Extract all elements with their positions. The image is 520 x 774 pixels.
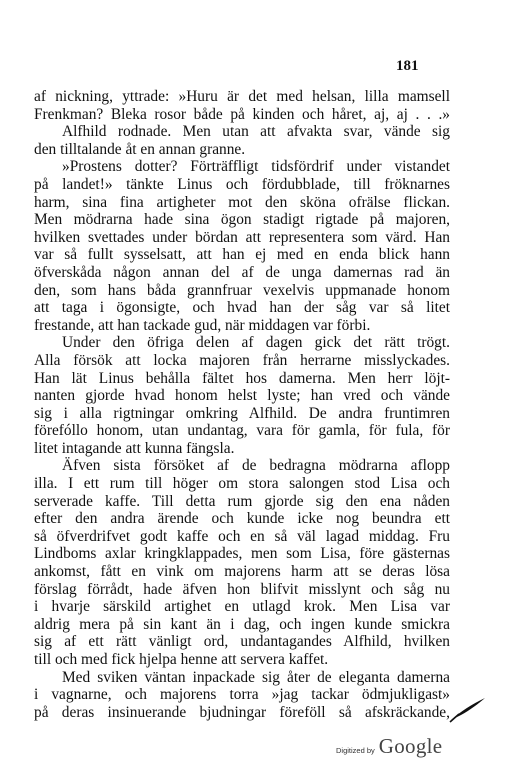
page-number: 181 xyxy=(396,58,419,74)
text-line: efter den andra ärende och kunde icke nog beundra ett xyxy=(34,510,450,528)
text-line: på landet!» tänkte Linus och fördubblade, till fröknarnes xyxy=(34,175,450,193)
text-line: aldrig mera på sin kant än i dag, och ingen kunde smickra xyxy=(34,615,450,633)
text-line: förslag förrådt, hade äfven hon blifvit misslynt och såg nu xyxy=(34,580,450,598)
text-line: den tilltalande åt en annan granne. xyxy=(34,140,246,158)
text-line: hvilken svettades under bördan att representera som värd. Han xyxy=(34,228,450,246)
text-line: sig af ett rätt vänligt ord, undantagandes Alfhild, hvilken xyxy=(34,633,450,651)
text-line: i vagnarne, och majorens torra »jag tackar ödmjukligast» xyxy=(34,686,450,704)
text-line: Han lät Linus behålla fältet hos damerna. Men herr löjt- xyxy=(34,369,450,387)
text-line: serverade kaffe. Till detta rum gjorde sig den ena nåden xyxy=(34,492,450,510)
text-line: ankomst, fått en vink om majorens harm att se deras lösa xyxy=(34,563,450,581)
text-line: Men mödrarna hade sina ögon stadigt rigtade på majoren, xyxy=(34,211,450,229)
body-text xyxy=(34,88,450,721)
text-line: så öfverdrifvet godt kaffe och en så väl lagad middag. Fru xyxy=(34,527,450,545)
text-line: Alfhild rodnade. Men utan att afvakta svar, vände sig xyxy=(62,123,450,141)
text-line: Frenkman? Bleka rosor både på kinden och håret, aj, aj . . .» xyxy=(34,105,450,123)
text-line: nanten gjorde hvad honom helst lyste; han vred och vände xyxy=(34,387,450,405)
text-line: illa. I ett rum till höger om stora salongen stod Lisa och xyxy=(34,475,450,493)
digitized-by-google-watermark xyxy=(336,734,442,759)
text-line: att taga i ögonsigte, och hvad han der såg var så litet xyxy=(34,299,450,317)
text-line: Under den öfriga delen af dagen gick det rätt trögt. xyxy=(62,334,450,352)
google-logo: Google xyxy=(378,734,443,758)
quill-mark-icon xyxy=(448,695,488,723)
text-line: Lindboms axlar kringklappades, men som Lisa, före gästernas xyxy=(34,545,450,563)
text-line: Äfven sista försöket af de bedragna mödrarna aflopp xyxy=(62,457,450,475)
text-line: sig i alla rigtningar omkring Alfhild. De andra fruntimren xyxy=(34,404,450,422)
text-line: var så fullt sysselsatt, att han ej med en enda blick hann xyxy=(34,246,450,264)
text-line: öfverskåda någon annan del af de unga damernas rad än xyxy=(34,263,450,281)
text-line: frestande, att han tackade gud, när middagen var förbi. xyxy=(34,316,371,334)
digitized-by-label: Digitized by xyxy=(336,746,375,755)
text-line: harm, sina fina artigheter mot den sköna ofrälse flickan. xyxy=(34,193,450,211)
text-line: Med sviken väntan inpackade sig åter de eleganta damerna xyxy=(62,668,450,686)
text-line: förefóllo honom, utan undantag, vara för gamla, för fula, för xyxy=(34,422,450,440)
text-line: i hvarje särskild artighet en utlagd krok. Men Lisa var xyxy=(34,598,450,616)
text-line: den, som hans båda grannfruar vexelvis uppmanade honom xyxy=(34,281,450,299)
text-line: på deras insinuerande bjudningar föreföll så afskräckande, xyxy=(34,703,450,721)
text-line: Alla försök att locka majoren från herrarne misslyckades. xyxy=(34,351,450,369)
text-line: till och med fick hjelpa henne att servera kaffet. xyxy=(34,651,329,668)
text-line: »Prostens dotter? Förträffligt tidsfördrif under vistandet xyxy=(62,158,450,176)
text-line: af nickning, yttrade: »Huru är det med helsan, lilla mamsell xyxy=(34,88,450,105)
text-line: litet intagande att kunna fängsla. xyxy=(34,439,235,457)
